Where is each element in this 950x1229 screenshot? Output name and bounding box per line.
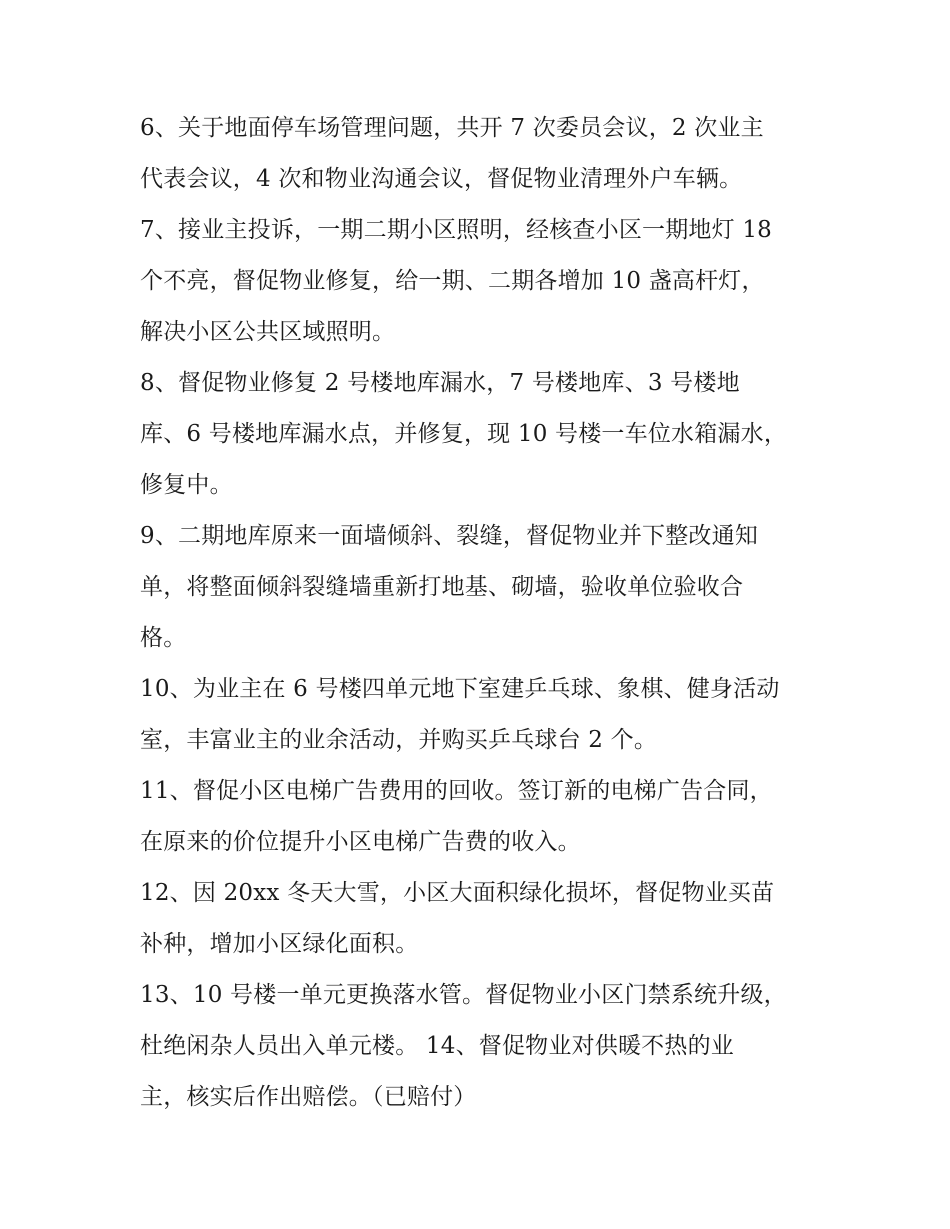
text-line: 单，将整面倾斜裂缝墙重新打地基、砌墙，验收单位验收合 xyxy=(140,574,744,600)
text-line: 修复中。 xyxy=(140,472,233,498)
text-line: 杜绝闲杂人员出入单元楼。 14、督促物业对供暖不热的业 xyxy=(140,1033,734,1059)
text-line: 11、督促小区电梯广告费用的回收。签订新的电梯广告合同， xyxy=(140,778,773,804)
text-line: 个不亮，督促物业修复，给一期、二期各增加 10 盏高杆灯， xyxy=(140,268,765,294)
text-line: 代表会议，4 次和物业沟通会议，督促物业清理外户车辆。 xyxy=(140,166,743,192)
text-line: 库、6 号楼地库漏水点，并修复，现 10 号楼一车位水箱漏水， xyxy=(140,421,788,447)
text-line: 6、关于地面停车场管理问题，共开 7 次委员会议，2 次业主 xyxy=(140,115,764,141)
text-line: 解决小区公共区域照明。 xyxy=(140,319,396,345)
text-line: 补种，增加小区绿化面积。 xyxy=(140,931,419,957)
text-line: 格。 xyxy=(140,625,187,651)
text-line: 8、督促物业修复 2 号楼地库漏水，7 号楼地库、3 号楼地 xyxy=(140,370,740,396)
text-line: 室，丰富业主的业余活动，并购买乒乓球台 2 个。 xyxy=(140,727,658,753)
text-line: 12、因 20xx 冬天大雪，小区大面积绿化损坏，督促物业买苗 xyxy=(140,880,775,906)
text-line: 主，核实后作出赔偿。（已赔付） xyxy=(140,1084,477,1110)
text-line: 7、接业主投诉，一期二期小区照明，经核查小区一期地灯 18 xyxy=(140,217,773,243)
text-line: 10、为业主在 6 号楼四单元地下室建乒乓球、象棋、健身活动 xyxy=(140,676,780,702)
text-line: 9、二期地库原来一面墙倾斜、裂缝，督促物业并下整改通知 xyxy=(140,523,759,549)
text-line: 13、10 号楼一单元更换落水管。督促物业小区门禁系统升级， xyxy=(140,982,787,1008)
text-line: 在原来的价位提升小区电梯广告费的收入。 xyxy=(140,829,581,855)
document-body xyxy=(140,103,820,1123)
